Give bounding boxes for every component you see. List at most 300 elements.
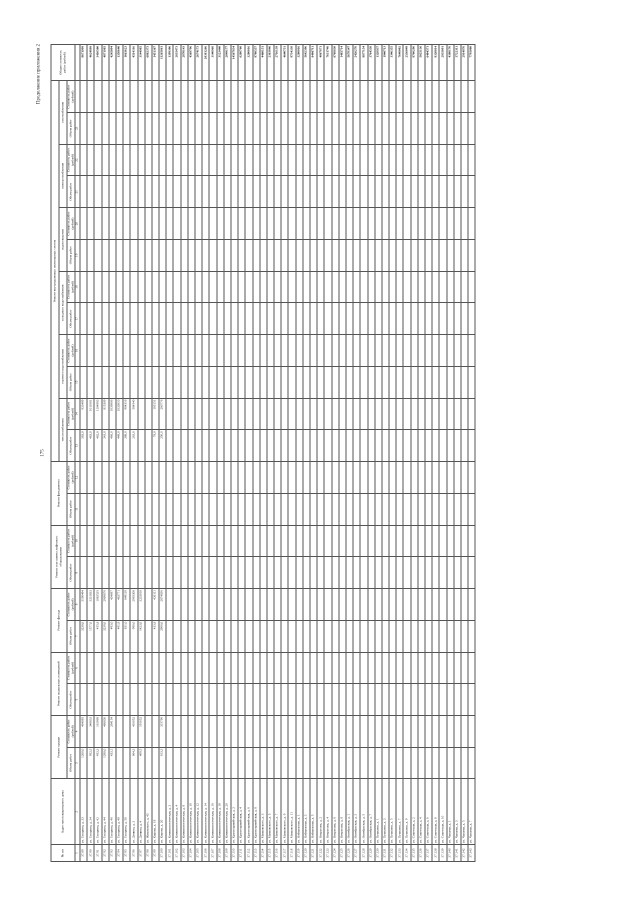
- row-value: [260, 207, 267, 239]
- row-value: [231, 366, 238, 398]
- row-address: ул. Некрасова, д. 6: [332, 778, 339, 844]
- row-value: [195, 493, 202, 525]
- row-value: [260, 271, 267, 303]
- row-value: [159, 112, 166, 144]
- row-value: [425, 271, 432, 303]
- row-value: [87, 683, 94, 715]
- row-value: [109, 302, 116, 334]
- row-value: [403, 525, 410, 557]
- row-value: [145, 334, 152, 366]
- row-number: 37.134: [403, 844, 410, 861]
- row-value: [217, 715, 224, 747]
- row-value: [238, 715, 245, 747]
- row-value: [202, 525, 209, 557]
- row-value: [353, 112, 360, 144]
- row-value: [439, 493, 446, 525]
- row-value: [346, 493, 353, 525]
- row-value: [181, 747, 188, 779]
- row-value: [245, 715, 252, 747]
- row-value: [130, 239, 137, 271]
- row-value: 491,9: [116, 620, 123, 652]
- row-value: [288, 175, 295, 207]
- table-row: [439, 44, 446, 861]
- volume-header: Объем работ: [67, 239, 75, 271]
- row-value: [181, 175, 188, 207]
- row-number: 37.137: [425, 844, 432, 861]
- row-value: [375, 493, 382, 525]
- row-value: [432, 715, 439, 747]
- row-value: [375, 144, 382, 176]
- row-total: 2870143: [181, 44, 188, 80]
- row-value: [339, 366, 346, 398]
- row-number: 37.90: [87, 844, 94, 861]
- row-value: 1083535: [94, 588, 101, 620]
- column-number: 13: [75, 429, 80, 461]
- column-number: 1: [75, 844, 80, 861]
- row-value: [145, 652, 152, 684]
- row-value: [425, 556, 432, 588]
- table-row: [102, 44, 109, 861]
- row-value: [152, 239, 159, 271]
- row-value: [274, 302, 281, 334]
- row-value: [432, 144, 439, 176]
- row-value: [166, 398, 173, 430]
- row-value: [439, 683, 446, 715]
- row-value: [411, 556, 418, 588]
- row-value: [403, 175, 410, 207]
- row-value: [411, 683, 418, 715]
- row-value: [360, 239, 367, 271]
- row-value: [173, 525, 180, 557]
- row-value: [461, 398, 468, 430]
- row-value: [188, 715, 195, 747]
- row-value: [432, 429, 439, 461]
- row-value: [382, 493, 389, 525]
- row-total: 20381266: [202, 44, 209, 80]
- row-value: [368, 747, 375, 779]
- row-value: [80, 683, 87, 715]
- table-row: [123, 44, 130, 861]
- row-value: [138, 175, 145, 207]
- volume-header: Объем работ: [67, 366, 75, 398]
- row-number: 37.100: [159, 844, 166, 861]
- row-value: [231, 429, 238, 461]
- row-value: [138, 429, 145, 461]
- table-row: [403, 44, 410, 861]
- row-value: [152, 461, 159, 493]
- row-address: ул. Советская, д. 2: [411, 778, 418, 844]
- table-row: [375, 44, 382, 861]
- row-value: [411, 207, 418, 239]
- row-value: [389, 429, 396, 461]
- row-address: ул. Красноармейская, д. 4: [238, 778, 245, 844]
- row-value: [303, 556, 310, 588]
- column-number: 18: [75, 271, 80, 303]
- row-value: [468, 747, 475, 779]
- table-row: [159, 44, 166, 861]
- row-value: [267, 302, 274, 334]
- row-value: [310, 302, 317, 334]
- row-value: [317, 747, 324, 779]
- row-value: [468, 429, 475, 461]
- row-value: [468, 207, 475, 239]
- row-value: 3331833: [87, 588, 94, 620]
- row-value: [253, 461, 260, 493]
- row-number: 37.116: [274, 844, 281, 861]
- row-value: [181, 144, 188, 176]
- row-value: [418, 493, 425, 525]
- row-total: 3346355: [389, 44, 396, 80]
- row-value: [238, 683, 245, 715]
- table-row: [209, 44, 216, 861]
- row-value: [188, 429, 195, 461]
- row-value: [396, 112, 403, 144]
- row-value: [382, 461, 389, 493]
- row-value: [145, 80, 152, 112]
- row-value: [418, 747, 425, 779]
- row-value: [116, 652, 123, 684]
- row-value: [368, 652, 375, 684]
- row-value: [80, 80, 87, 112]
- row-value: [296, 302, 303, 334]
- row-number: 37.123: [324, 844, 331, 861]
- row-value: [109, 334, 116, 366]
- row-value: [375, 556, 382, 588]
- row-value: [123, 715, 130, 747]
- volume-header: Объем работ: [67, 175, 75, 207]
- row-value: [253, 652, 260, 684]
- row-value: [253, 366, 260, 398]
- row-value: [217, 620, 224, 652]
- row-value: [454, 525, 461, 557]
- row-total: 2363846: [267, 44, 274, 80]
- row-value: [195, 175, 202, 207]
- row-value: [332, 620, 339, 652]
- row-value: [339, 556, 346, 588]
- row-number: 37.105: [195, 844, 202, 861]
- row-value: [396, 175, 403, 207]
- row-value: [303, 334, 310, 366]
- table-row: [195, 44, 202, 861]
- row-value: [296, 715, 303, 747]
- row-value: [339, 398, 346, 430]
- row-value: [138, 652, 145, 684]
- row-value: [166, 80, 173, 112]
- row-value: [418, 271, 425, 303]
- row-value: [310, 461, 317, 493]
- row-value: [267, 398, 274, 430]
- row-value: [102, 366, 109, 398]
- row-value: [166, 525, 173, 557]
- row-value: [166, 556, 173, 588]
- row-value: [253, 747, 260, 779]
- row-total: 3410500: [94, 44, 101, 80]
- row-value: [461, 175, 468, 207]
- table-row: [80, 44, 87, 861]
- table-row: [425, 44, 432, 861]
- row-value: [368, 271, 375, 303]
- row-value: [454, 715, 461, 747]
- row-value: [425, 112, 432, 144]
- row-total: 4380176: [447, 44, 454, 80]
- row-address: ул. Коммунистическая, д. 4: [173, 778, 180, 844]
- row-value: [288, 80, 295, 112]
- row-value: 191652: [138, 715, 145, 747]
- row-value: [224, 588, 231, 620]
- row-number: 37.119: [296, 844, 303, 861]
- row-value: [260, 620, 267, 652]
- row-value: [454, 334, 461, 366]
- row-value: [288, 429, 295, 461]
- row-value: [468, 175, 475, 207]
- row-value: [87, 493, 94, 525]
- row-value: [447, 747, 454, 779]
- table-row: [260, 44, 267, 861]
- row-value: [432, 525, 439, 557]
- row-value: [87, 271, 94, 303]
- row-value: [447, 239, 454, 271]
- row-value: [123, 144, 130, 176]
- row-number: 37.109: [224, 844, 231, 861]
- row-value: [209, 620, 216, 652]
- row-value: [217, 747, 224, 779]
- row-value: [411, 715, 418, 747]
- column-number: 2: [75, 778, 80, 844]
- row-value: [138, 683, 145, 715]
- row-value: [224, 747, 231, 779]
- row-value: [317, 652, 324, 684]
- row-value: [396, 556, 403, 588]
- row-value: 433,1: [109, 747, 116, 779]
- row-value: [281, 239, 288, 271]
- row-value: [346, 302, 353, 334]
- table-row: [339, 44, 346, 861]
- table-body: [75, 44, 475, 861]
- row-number: 37.101: [166, 844, 173, 861]
- row-value: [310, 747, 317, 779]
- row-value: [152, 652, 159, 684]
- row-value: [389, 80, 396, 112]
- row-value: [231, 271, 238, 303]
- row-value: [253, 175, 260, 207]
- row-value: [375, 207, 382, 239]
- row-value: [238, 493, 245, 525]
- row-value: [152, 302, 159, 334]
- row-value: [317, 398, 324, 430]
- row-value: [324, 715, 331, 747]
- row-value: [195, 334, 202, 366]
- row-value: [425, 525, 432, 557]
- row-value: [116, 493, 123, 525]
- row-value: [138, 112, 145, 144]
- row-value: [130, 493, 137, 525]
- row-number: 37.112: [245, 844, 252, 861]
- row-value: [80, 334, 87, 366]
- row-value: [324, 588, 331, 620]
- row-value: [411, 525, 418, 557]
- row-value: [109, 271, 116, 303]
- row-total: 2935091: [439, 44, 446, 80]
- row-value: 3190494: [80, 588, 87, 620]
- row-value: [267, 652, 274, 684]
- row-value: [253, 588, 260, 620]
- row-value: 78,0: [152, 429, 159, 461]
- row-value: [454, 239, 461, 271]
- row-value: [87, 239, 94, 271]
- row-value: [238, 429, 245, 461]
- row-number: 37.122: [317, 844, 324, 861]
- row-address: ул. Маяковского, д. 7: [274, 778, 281, 844]
- row-value: [346, 556, 353, 588]
- row-value: [80, 175, 87, 207]
- row-value: [94, 461, 101, 493]
- row-value: 3238,0: [80, 620, 87, 652]
- row-value: [166, 683, 173, 715]
- row-value: [224, 302, 231, 334]
- row-value: [173, 239, 180, 271]
- row-number: 37.104: [188, 844, 195, 861]
- row-value: [425, 398, 432, 430]
- row-value: [461, 461, 468, 493]
- column-number: 8: [75, 588, 80, 620]
- row-value: [238, 588, 245, 620]
- row-address: ул. Гагарина, д. 48: [116, 778, 123, 844]
- row-total: 9780557: [253, 44, 260, 80]
- row-value: [468, 683, 475, 715]
- row-value: [288, 588, 295, 620]
- row-value: [188, 683, 195, 715]
- row-value: [281, 112, 288, 144]
- col-roof-header: Ремонт крыши: [51, 715, 67, 778]
- table-row: [116, 44, 123, 861]
- col-coldwater-header: холодного водоснабжения: [59, 271, 67, 334]
- row-value: [152, 144, 159, 176]
- row-value: [382, 271, 389, 303]
- row-value: [267, 207, 274, 239]
- row-value: [159, 271, 166, 303]
- row-address: ул. Гагарина, д. 34: [87, 778, 94, 844]
- row-value: [87, 112, 94, 144]
- row-value: [346, 271, 353, 303]
- row-value: [324, 652, 331, 684]
- table-row: [296, 44, 303, 861]
- row-value: [439, 588, 446, 620]
- row-value: [332, 588, 339, 620]
- row-value: [439, 271, 446, 303]
- row-value: [339, 429, 346, 461]
- col-total-header: Общая стоимость работ (рублей): [51, 44, 75, 80]
- row-value: [368, 302, 375, 334]
- row-value: [80, 461, 87, 493]
- row-value: [447, 207, 454, 239]
- row-value: [145, 112, 152, 144]
- row-value: [411, 175, 418, 207]
- row-value: [332, 461, 339, 493]
- row-value: [245, 747, 252, 779]
- row-value: 409,5: [138, 747, 145, 779]
- row-value: [253, 334, 260, 366]
- row-value: [202, 652, 209, 684]
- table-row: [310, 44, 317, 861]
- row-value: [403, 271, 410, 303]
- row-value: [368, 461, 375, 493]
- table-row: [109, 44, 116, 861]
- row-value: [303, 683, 310, 715]
- row-value: [310, 366, 317, 398]
- row-value: [195, 461, 202, 493]
- row-value: [267, 683, 274, 715]
- row-value: [224, 80, 231, 112]
- row-value: [231, 556, 238, 588]
- row-value: [188, 175, 195, 207]
- row-value: [188, 398, 195, 430]
- row-address: ул. Пушкина, д. 5: [389, 778, 396, 844]
- row-value: [202, 398, 209, 430]
- row-value: [116, 271, 123, 303]
- row-value: 2906,0: [159, 620, 166, 652]
- row-value: [281, 429, 288, 461]
- row-address: ул. Октябрьская, д. 3: [353, 778, 360, 844]
- row-value: [260, 80, 267, 112]
- row-value: [324, 461, 331, 493]
- table-row: [382, 44, 389, 861]
- table-row: [389, 44, 396, 861]
- row-value: [310, 715, 317, 747]
- row-value: [339, 461, 346, 493]
- row-value: 664,3: [130, 747, 137, 779]
- row-value: [202, 429, 209, 461]
- row-value: [188, 588, 195, 620]
- row-value: [454, 207, 461, 239]
- row-value: [368, 112, 375, 144]
- row-value: [281, 715, 288, 747]
- row-value: 3239,0: [102, 620, 109, 652]
- row-value: [468, 493, 475, 525]
- row-value: [454, 366, 461, 398]
- table-row: [152, 44, 159, 861]
- row-value: [461, 334, 468, 366]
- row-address: ул. Маяковского, д. 11: [288, 778, 295, 844]
- row-value: [274, 525, 281, 557]
- row-value: [288, 334, 295, 366]
- row-value: [389, 112, 396, 144]
- row-address: ул. Некрасова, д. 4: [324, 778, 331, 844]
- row-address: ул. Коммунистическая, д. 10: [188, 778, 195, 844]
- row-value: [231, 620, 238, 652]
- row-value: [353, 525, 360, 557]
- row-value: [202, 683, 209, 715]
- row-value: [368, 366, 375, 398]
- row-value: [324, 175, 331, 207]
- table-row: [317, 44, 324, 861]
- row-value: 250,0: [159, 429, 166, 461]
- row-number: 37.92: [102, 844, 109, 861]
- row-value: [296, 493, 303, 525]
- table-row: [166, 44, 173, 861]
- row-value: [432, 271, 439, 303]
- row-value: [260, 747, 267, 779]
- table-row: [130, 44, 137, 861]
- row-value: [303, 525, 310, 557]
- row-value: [454, 588, 461, 620]
- row-value: [202, 175, 209, 207]
- volume-header: Объем работ: [67, 493, 75, 525]
- row-value: [130, 334, 137, 366]
- row-address: ул. Советская, д. 8: [432, 778, 439, 844]
- row-value: [253, 493, 260, 525]
- volume-header: Объем работ: [67, 620, 75, 652]
- row-value: [353, 366, 360, 398]
